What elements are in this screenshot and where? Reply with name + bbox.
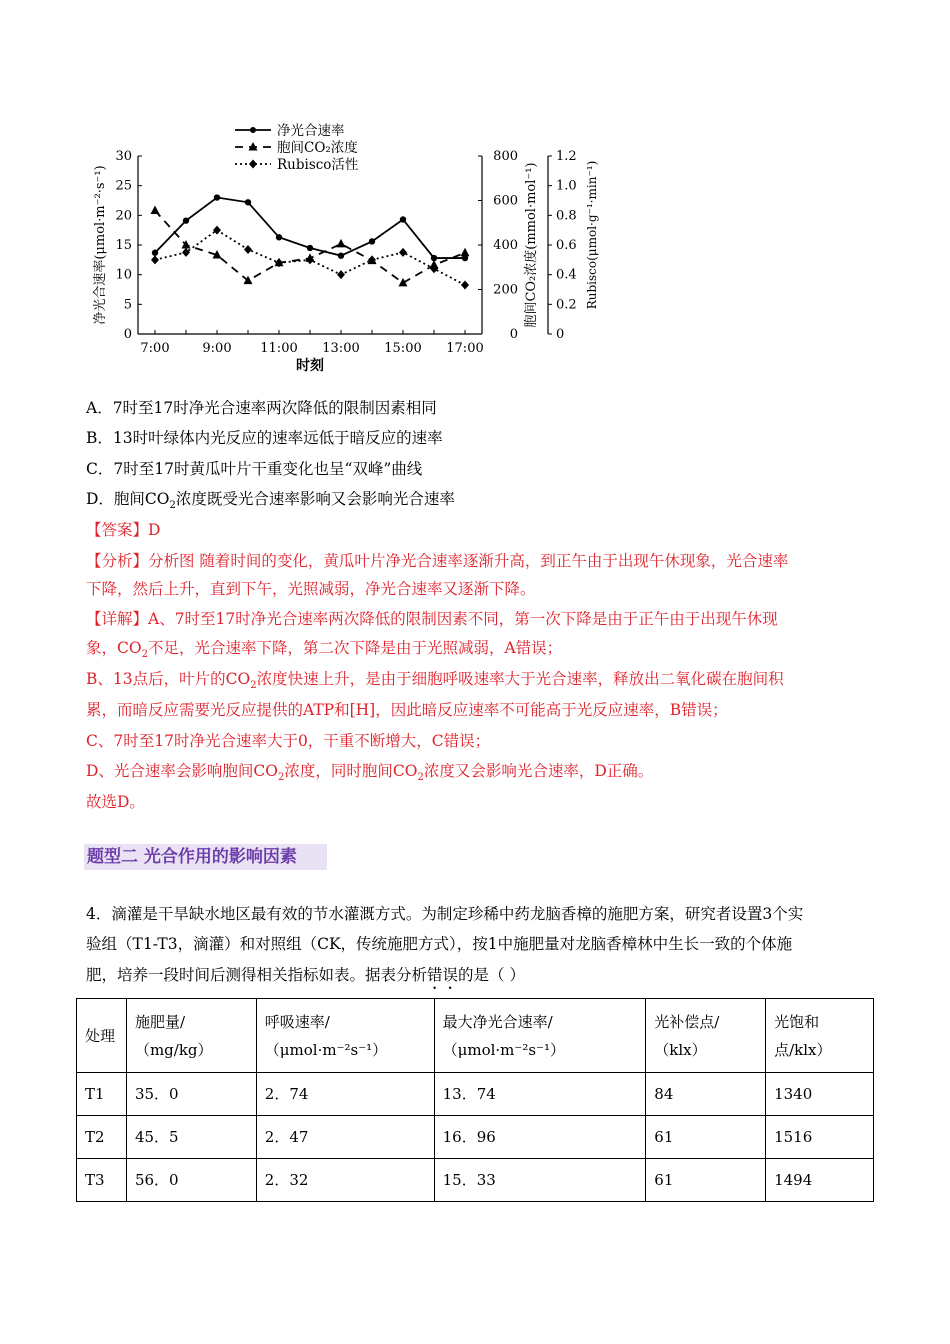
table-cell: 56．0 [126,1159,256,1202]
header-cell: 施肥量/（mg/kg） [126,999,256,1073]
right-tick-label: 0 [509,327,518,342]
header-cell: 光饱和点/klx） [766,999,874,1073]
right-tick-label: 400 [493,238,518,253]
left-tick-label: 10 [115,267,132,283]
table-cell: 35．0 [126,1073,256,1116]
data-point [214,194,220,200]
left-tick-label: 30 [115,149,132,164]
x-tick-label: 9:00 [202,341,232,356]
option-c: C．7时至17时黄瓜叶片干重变化也呈“双峰”曲线 [86,460,423,478]
table-row [77,1116,874,1159]
right-tick-label: 800 [493,149,518,164]
detail-line-5: C、7时至17时净光合速率大于0，干重不断增大，C错误； [86,732,491,750]
data-point [152,250,158,256]
x-axis-title: 时刻 [296,358,324,374]
legend-label: Rubisco活性 [277,157,359,173]
fertilizer-table [76,998,874,1202]
table-cell: 1494 [766,1159,874,1202]
data-point [151,255,159,264]
table-cell: 15．33 [434,1159,646,1202]
analysis-line-2: 下降，然后上升，直到下午，光照减弱，净光合速率又逐渐下降。 [86,580,536,598]
left-tick-label: 20 [115,208,132,224]
right-tick-label: 600 [493,193,518,209]
data-point [245,199,251,205]
x-tick-label: 11:00 [260,341,298,356]
right-tick-label: 200 [493,282,518,298]
option-d: D．胞间$CO_2$浓度既受光合速率影响又会影响光合速率 [86,490,455,512]
rubisco-axis-title: Rubisco(μmol·g⁻¹·min⁻¹) [585,160,599,310]
table-row [77,1073,874,1116]
header-cell: 处理 [77,999,127,1073]
data-point [307,245,313,251]
data-point [399,248,407,257]
x-tick-label: 15:00 [384,341,422,356]
detail-line-3: B、13点后，叶片的$CO_2$浓度快速上升，是由于细胞呼吸速率大于光合速率，释放出二氧化碳在胞间积 [86,670,784,692]
table-header-row [77,999,874,1073]
data-point [213,226,221,235]
x-tick-label: 17:00 [446,341,484,356]
question4-line-3: 肥，培养一段时间后测得相关指标如表。据表分析错误的是（ ） [86,966,525,984]
table-cell: T3 [77,1159,127,1202]
legend-label: 净光合速率 [277,123,345,139]
photosynthesis-chart [80,110,620,385]
legend-marker [249,160,257,169]
table-cell: 1516 [766,1116,874,1159]
question4-line-1: 4．滴灌是干旱缺水地区最有效的节水灌溉方式。为制定珍稀中药龙脑香樟的施肥方案，研究者设置3个实 [86,905,804,923]
data-point [338,252,344,258]
section-heading: 题型二 光合作用的影响因素 [84,844,327,870]
detail-line-1: 【详解】A、7时至17时净光合速率两次降低的限制因素不同，第一次下降是由于正午由于出现午休现 [86,610,778,628]
left-tick-label: 0 [123,327,132,342]
data-point [461,281,469,290]
rubisco-tick-label: 1.0 [556,178,577,194]
left-tick-label: 15 [115,238,132,253]
data-point [337,270,345,279]
left-tick-label: 25 [115,178,132,194]
option-a: A．7时至17时净光合速率两次降低的限制因素相同 [86,399,437,417]
detail-line-6: D、光合速率会影响胞间$CO_2$浓度，同时胞间$CO_2$浓度又会影响光合速率，D正确。 [86,762,654,784]
rubisco-tick-label: 0.4 [556,267,577,283]
answer-label: 【答案】D [86,521,161,539]
legend-label: 胞间CO₂浓度 [277,140,358,156]
x-tick-label: 13:00 [322,341,360,356]
table-cell: 61 [646,1159,766,1202]
x-tick-label: 7:00 [140,341,170,356]
question4-line-2: 验组（T1-T3，滴灌）和对照组（CK，传统施肥方式），按1中施肥量对龙脑香樟林中生长一致的个体施 [86,935,793,953]
table-cell: 84 [646,1073,766,1116]
data-point [276,234,282,240]
data-point [400,216,406,222]
data-point [151,206,160,215]
data-point [182,240,191,249]
rubisco-tick-label: 0.2 [556,297,577,313]
rubisco-tick-label: 1.2 [556,149,577,164]
header-cell: 最大净光合速率/（μmol·m⁻²s⁻¹） [434,999,646,1073]
option-b: B．13时叶绿体内光反应的速率远低于暗反应的速率 [86,429,443,447]
data-point [461,248,470,257]
table-cell: T1 [77,1073,127,1116]
data-point [399,278,408,287]
detail-line-4: 累，而暗反应需要光反应提供的ATP和[H]，因此暗反应速率不可能高于光反应速率，B错误； [86,701,728,719]
table-cell: T2 [77,1116,127,1159]
header-cell: 呼吸速率/（μmol·m⁻²s⁻¹） [256,999,434,1073]
table-row [77,1159,874,1202]
final-answer: 故选D。 [86,793,145,811]
rubisco-tick-label: 0.8 [556,208,577,224]
table-cell: 45．5 [126,1116,256,1159]
table-cell: 1340 [766,1073,874,1116]
table-cell: 2．47 [256,1116,434,1159]
table-cell: 61 [646,1116,766,1159]
table-cell: 2．32 [256,1159,434,1202]
data-point [337,239,346,248]
table-cell: 13．74 [434,1073,646,1116]
right-axis-title: 胞间CO₂浓度(mmol·mol⁻¹) [524,162,539,328]
rubisco-tick-label: 0.6 [556,238,577,253]
legend-marker [250,127,256,133]
data-point [369,238,375,244]
data-point [244,245,252,254]
data-point [182,248,190,257]
analysis-line-1: 【分析】分析图 随着时间的变化，黄瓜叶片净光合速率逐渐升高，到正午由于出现午休现象，光合速率 [86,552,789,570]
detail-line-2: 象，$CO_2$不足，光合速率下降，第二次下降是由于光照减弱，A错误； [86,639,563,661]
left-axis-title: 净光合速率(μmol·m⁻²·s⁻¹) [93,165,108,325]
left-tick-label: 5 [123,297,132,313]
data-point [183,217,189,223]
rubisco-tick-label: 0 [556,327,565,342]
header-cell: 光补偿点/（klx） [646,999,766,1073]
table-cell: 2．74 [256,1073,434,1116]
table-cell: 16．96 [434,1116,646,1159]
